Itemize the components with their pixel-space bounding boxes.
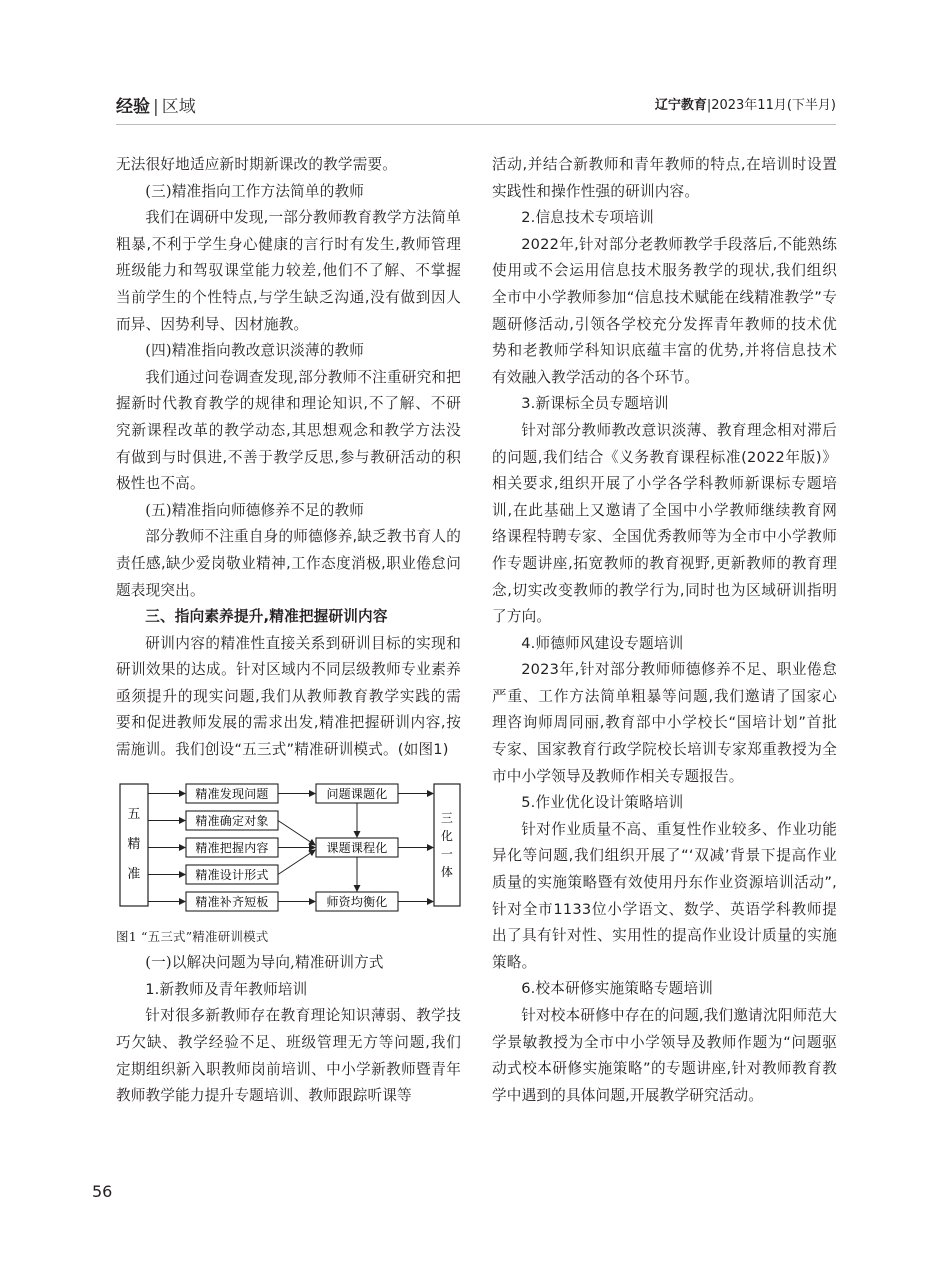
paragraph: 2023年,针对部分教师师德修养不足、职业倦怠严重、工作方法简单粗暴等问题,我们邀请了国家心理咨询师周同丽,教育部中小学校长“国培计划”首批专家、国家教育行政学院校长培训专家郑重教授为全市中小学领导及教师作相关专题报告。 <box>492 661 837 785</box>
right-column <box>492 152 837 1109</box>
subheading: 4.师德师风建设专题培训 <box>521 634 684 652</box>
left-label-char: 五 <box>127 806 141 822</box>
item-label: 精准设计形式 <box>195 867 269 882</box>
figure-svg <box>116 774 461 924</box>
paragraph: 针对很多新教师存在教育理论知识薄弱、教学技巧欠缺、教学经验不足、班级管理无方等问题,我们定期组织新入职教师岗前培训、中小学新教师暨青年教师教学能力提升专题培训、教师跟踪听课等 <box>116 1007 461 1105</box>
left-column <box>116 152 461 1110</box>
left-label-char: 准 <box>127 866 141 882</box>
section-label <box>116 92 196 117</box>
paragraph: 研训内容的精准性直接关系到研训目标的实现和研训效果的达成。针对区域内不同层级教师专业素养亟须提升的现实问题,我们从教师教育教学实践的需要和促进教师发展的需求出发,精准把握研训内容,按需施训。我们创设“五三式”精准研训模式。(如图1) <box>116 634 461 759</box>
paragraph: 针对校本研修中存在的问题,我们邀请沈阳师范大学景敏教授为全市中小学领导及教师作题为“问题驱动式校本研修实施策略”的专题讲座,针对教师教育教学中遇到的具体问题,开展教学研究活动。 <box>492 1007 837 1104</box>
right-box <box>434 784 460 906</box>
mid-label: 师资均衡化 <box>326 894 388 909</box>
section-sub: 区域 <box>161 97 196 117</box>
right-label-char: 三 <box>440 810 454 825</box>
paragraph: 2022年,针对部分老教师教学手段落后,不能熟练使用或不会运用信息技术服务教学的现状,我们组织全市中小学教师参加“信息技术赋能在线精准教学”专题研修活动,引领各学校充分发挥青年教师的技术优势和老教师学科知识底蕴丰富的优势,并将信息技术有效融入教学活动的各个环节。 <box>492 235 837 386</box>
item-label: 精准确定对象 <box>195 813 269 828</box>
journal-separator: | <box>706 98 712 113</box>
subheading: 2.信息技术专项培训 <box>521 209 654 227</box>
section-heading: 三、指向素养提升,精准把握研训内容 <box>145 608 388 626</box>
subheading: 3.新课标全员专题培训 <box>521 395 669 413</box>
subheading: (三)精准指向工作方法简单的教师 <box>145 182 365 200</box>
item-label: 精准补齐短板 <box>195 894 269 909</box>
subheading: (四)精准指向教改意识淡薄的教师 <box>145 342 365 360</box>
journal-info <box>655 94 836 113</box>
right-label-char: 化 <box>440 828 454 843</box>
right-arrows <box>398 793 433 901</box>
journal-name: 辽宁教育 <box>654 98 707 113</box>
figure-caption: 图1 “五三式”精准研训模式 <box>116 928 269 944</box>
section-separator: | <box>153 97 159 117</box>
paragraph: 针对部分教师教改意识淡薄、教育理念相对滞后的问题,我们结合《义务教育课程标准(2022年版)》相关要求,组织开展了小学各学科教师新课标专题培训,在此基础上又邀请了全国中小学教师继续教育网络课程特聘专家、全国优秀教师等为全市中小学教师作专题讲座,拓宽教师的教育视野,更新教师的教育理念,切实改变教师的教学行为,同时也为区域研训指明了方向。 <box>492 421 837 626</box>
paragraph: 我们通过问卷调查发现,部分教师不注重研究和把握新时代教育教学的规律和理论知识,不了解、不研究新课程改革的教学动态,其思想观念和教学方法没有做到与时俱进,不善于教学反思,参与教研活动的积极性也不高。 <box>116 368 461 493</box>
subheading: (一)以解决问题为导向,精准研训方式 <box>145 954 384 972</box>
item-label: 精准把握内容 <box>195 840 269 855</box>
figure-diagram <box>116 774 461 924</box>
mid-label: 课题课程化 <box>326 840 388 855</box>
paragraph: 针对作业质量不高、重复性作业较多、作业功能异化等问题,我们组织开展了“‘双减’背景下提高作业质量的实施策略暨有效使用丹东作业资源培训活动”,针对全市1133位小学语文、数学、英语学科教师提出了具有针对性、实用性的提高作业设计质量的实施策略。 <box>492 820 837 971</box>
journal-issue: 2023年11月(下半月) <box>711 98 836 113</box>
subheading: 5.作业优化设计策略培训 <box>521 794 684 812</box>
paragraph: 无法很好地适应新时期新课改的教学需要。 <box>116 156 398 173</box>
paragraph: 部分教师不注重自身的师德修养,缺乏教书育人的责任感,缺少爱岗敬业精神,工作态度消极,职业倦怠问题表现突出。 <box>116 528 461 599</box>
mid-label: 问题课题化 <box>326 786 388 801</box>
subheading: (五)精准指向师德修养不足的教师 <box>145 501 365 519</box>
right-label-char: 一 <box>440 846 454 861</box>
page-number: 56 <box>92 1182 113 1201</box>
subheading: 6.校本研修实施策略专题培训 <box>521 980 714 998</box>
paragraph: 我们在调研中发现,一部分教师教育教学方法简单粗暴,不利于学生身心健康的言行时有发生,教师管理班级能力和驾驭课堂能力较差,他们不了解、不掌握当前学生的个性特点,与学生缺乏沟通,没有做到因人而异、因势利导、因材施教。 <box>116 209 461 333</box>
page-header <box>116 92 836 122</box>
section-main: 经验 <box>116 97 150 117</box>
left-arrows <box>148 793 185 901</box>
right-label-char: 体 <box>440 864 454 879</box>
left-label-char: 精 <box>127 836 141 852</box>
subheading: 1.新教师及青年教师培训 <box>145 980 308 998</box>
paragraph: 活动,并结合新教师和青年教师的特点,在培训时设置实践性和操作性强的研训内容。 <box>492 156 837 200</box>
header-rule <box>116 124 836 125</box>
item-label: 精准发现问题 <box>195 786 269 801</box>
